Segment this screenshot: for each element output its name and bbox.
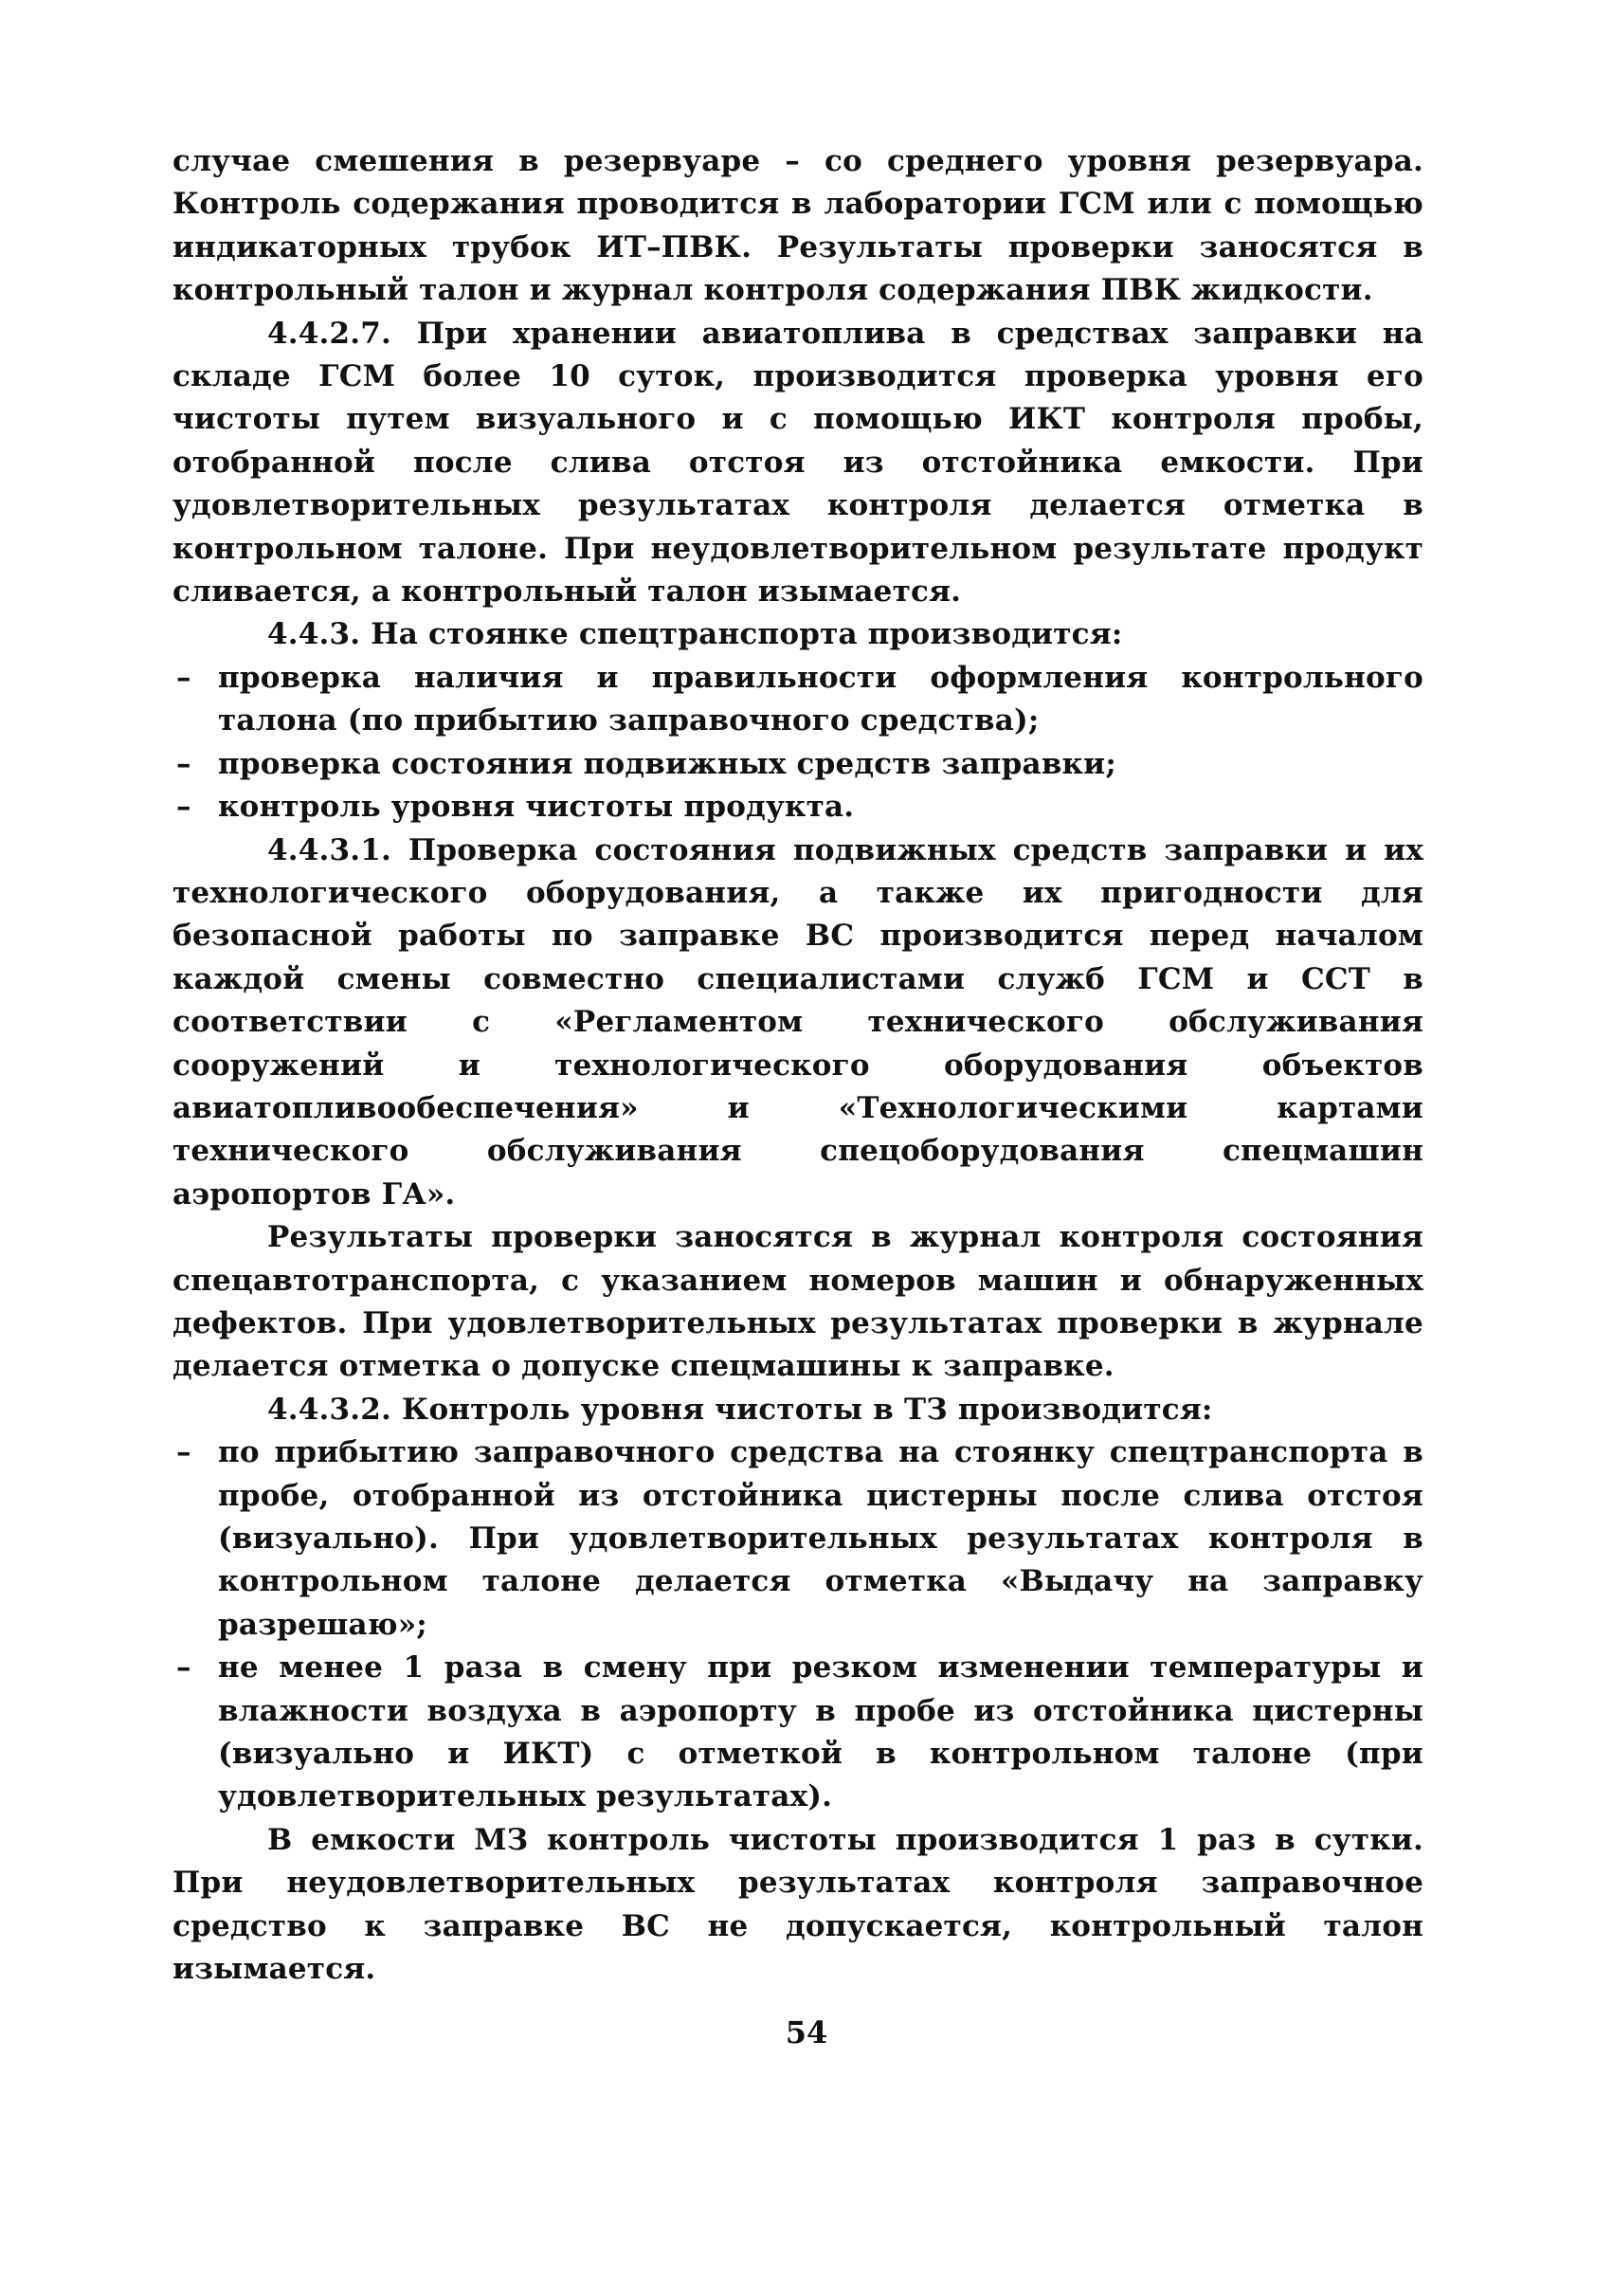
list-item [172, 786, 1423, 829]
list-item-text: контроль уровня чистоты продукта. [218, 790, 855, 825]
body-text [172, 140, 1423, 1991]
list-item-text: по прибытию заправочного средства на стоянку спецтранспорта в пробе, отобранной из отстойника цистерны после слива отстоя (визуально). При удовлетворительных результатах контроля в контрольном талоне делается отметка «Выдачу на заправку разрешаю»; [218, 1435, 1423, 1642]
dash-bullet: – [176, 746, 191, 781]
dash-bullet: – [176, 1650, 191, 1686]
paragraph-4-4-3-2: 4.4.3.2. Контроль уровня чистоты в ТЗ производится: [267, 1392, 1213, 1427]
list-4-4-3-2 [172, 1431, 1423, 1819]
list-item [172, 1647, 1423, 1819]
list-item-text: проверка состояния подвижных средств заправки; [218, 746, 1116, 781]
dash-bullet: – [176, 1435, 191, 1470]
paragraph-4-4-2-7: 4.4.2.7. При хранении авиатоплива в средствах заправки на складе ГСМ более 10 суток, производится проверка уровня его чистоты путем визуального и с помощью ИКТ контроля пробы, отобранной после слива отстоя из отстойника емкости. При удовлетворительных результатах контроля делается отметка в контрольном талоне. При неудовлетворительном результате продукт сливается, а контрольный талон изымается. [172, 316, 1423, 610]
list-item-text: не менее 1 раза в смену при резком изменении температуры и влажности воздуха в аэропорту в пробе из отстойника цистерны (визуально и ИКТ) с отметкой в контрольном талоне (при удовлетворительных результатах). [218, 1650, 1423, 1814]
paragraph-mz-capacity: В емкости МЗ контроль чистоты производится 1 раз в сутки. При неудовлетворительных результатах контроля заправочное средство к заправке ВС не допускается, контрольный талон изымается. [172, 1822, 1423, 1987]
paragraph-4-4-3-1: 4.4.3.1. Проверка состояния подвижных средств заправки и их технологического оборудования, а также их пригодности для безопасной работы по заправке ВС производится перед началом каждой смены совместно специалистами служб ГСМ и ССТ в соответствии с «Регламентом технического обслуживания сооружений и технологического оборудования объектов авиатопливообеспечения» и «Технологическими картами технического обслуживания спецоборудования спецмашин аэропортов ГА». [172, 832, 1423, 1212]
list-item [172, 1431, 1423, 1647]
paragraph-4-4-3: 4.4.3. На стоянке спецтранспорта производится: [267, 617, 1123, 652]
dash-bullet: – [176, 790, 191, 825]
paragraph-results: Результаты проверки заносятся в журнал контроля состояния спецавтотранспорта, с указанием номеров машин и обнаруженных дефектов. При удовлетворительных результатах проверки в журнале делается отметка о допуске спецмашины к заправке. [172, 1220, 1423, 1384]
list-item-text: проверка наличия и правильности оформления контрольного талона (по прибытию заправочного средства); [218, 660, 1423, 738]
page-number: 54 [785, 2014, 828, 2050]
dash-bullet: – [176, 660, 191, 695]
paragraph-continuation: случае смешения в резервуаре – со среднего уровня резервуара. Контроль содержания проводится в лаборатории ГСМ или с помощью индикаторных трубок ИТ–ПВК. Результаты проверки заносятся в контрольный талон и журнал контроля содержания ПВК жидкости. [172, 144, 1423, 308]
list-item [172, 657, 1423, 743]
list-item [172, 743, 1423, 786]
list-4-4-3 [172, 657, 1423, 829]
